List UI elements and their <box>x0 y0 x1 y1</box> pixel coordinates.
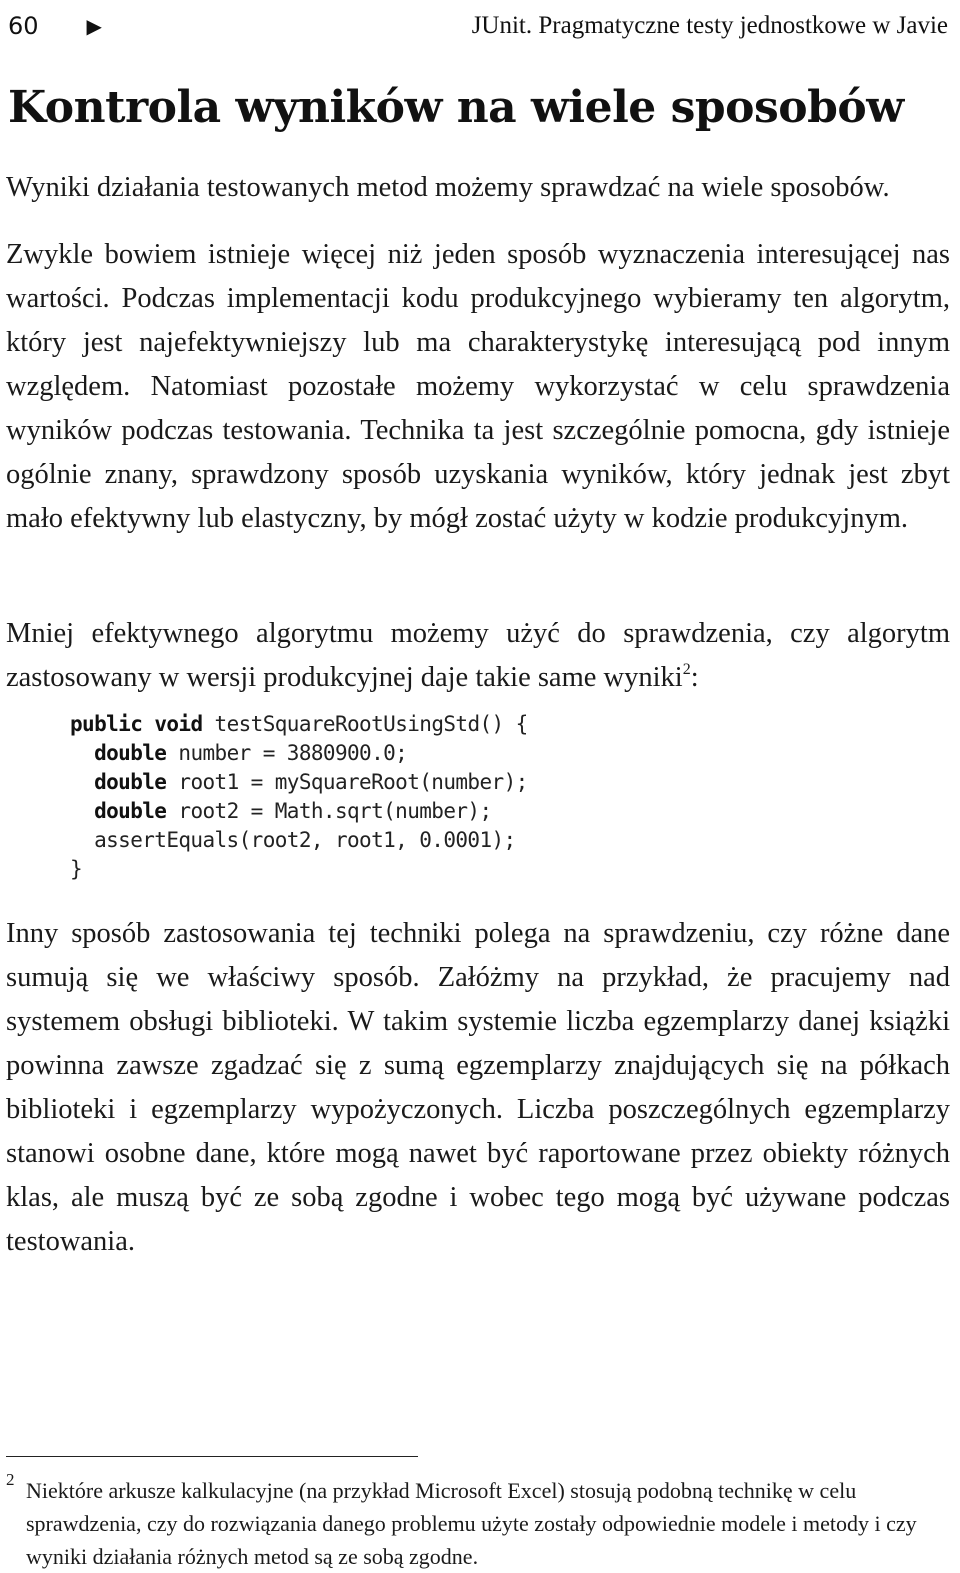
page-number: 60 <box>8 12 39 40</box>
paragraph-library-example: Inny sposób zastosowania tej techniki polega na sprawdzeniu, czy różne dane sumują się we właściwy sposób. Załóżmy na przykład, że pracujemy nad systemem obsługi biblioteki. W takim systemie liczba egzemplarzy danej książki powinna zawsze zgadzać się z sumą egzemplarzy znajdujących się na półkach biblioteki i egzemplarzy wypożyczonych. Liczba poszczególnych egzemplarzy stanowi osobne dane, które mogą nawet być raportowane przez obiekty różnych klas, ale muszą być ze sobą zgodne i wobec tego mogą być używane podczas testowania. <box>6 918 950 1257</box>
paragraph-less-efficient-text: Mniej efektywnego algorytmu możemy użyć do sprawdzenia, czy algorytm zastosowany w wersji produkcyjnej daje takie same wyniki <box>6 618 950 693</box>
paragraph-less-efficient-end: : <box>690 662 699 693</box>
section-heading: Kontrola wyników na wiele sposobów <box>8 82 904 133</box>
code-listing <box>70 710 930 884</box>
triangle-right-icon: ▶ <box>86 14 102 38</box>
footnote-divider <box>6 1456 418 1457</box>
footnote-mark: 2 <box>6 1470 15 1489</box>
footnote-text: Niektóre arkusze kalkulacyjne (na przykład Microsoft Excel) stosują podobną technikę w celu sprawdzenia, czy do rozwiązania danego problemu użyte zostały odpowiednie modele i metody i czy wyniki działania różnych metod są ze sobą zgodne. <box>26 1478 917 1569</box>
code-text: number = 3880900.0; <box>166 741 408 765</box>
code-keyword: double <box>94 770 167 794</box>
code-keyword: double <box>94 799 167 823</box>
code-text: testSquareRootUsingStd() { <box>202 712 528 736</box>
code-keyword: void <box>154 712 203 736</box>
paragraph-algorithms: Zwykle bowiem istnieje więcej niż jeden sposób wyznaczenia interesującej nas wartości. Podczas implementacji kodu produkcyjnego wybieramy ten algorytm, który jest najefektywniejszy lub ma charakterystykę interesującą pod innym względem. Natomiast pozostałe możemy wykorzystać w celu sprawdzenia wyników podczas testowania. Technika ta jest szczególnie pomocna, gdy istnieje ogólnie znany, sprawdzony sposób uzyskania wyników, który jednak jest zbyt mało efektywny lub elastyczny, by mógł zostać użyty w kodzie produkcyjnym. <box>6 239 950 534</box>
page-header <box>8 8 948 44</box>
code-line-5: assertEquals(root2, root1, 0.0001); <box>70 828 516 852</box>
code-line-3 <box>70 768 930 797</box>
code-line-1 <box>70 710 930 739</box>
paragraph-less-efficient <box>6 612 950 700</box>
code-text: root2 = Math.sqrt(number); <box>166 799 492 823</box>
code-keyword: double <box>94 741 167 765</box>
code-keyword: public <box>70 712 143 736</box>
code-line-2 <box>70 739 930 768</box>
code-line-6: } <box>70 857 83 881</box>
running-title: JUnit. Pragmatyczne testy jednostkowe w Javie <box>471 12 948 39</box>
footnote-reference[interactable]: 2 <box>682 661 691 678</box>
code-text: root1 = mySquareRoot(number); <box>166 770 528 794</box>
code-line-4 <box>70 797 930 826</box>
paragraph-intro: Wyniki działania testowanych metod możemy sprawdzać na wiele sposobów. <box>6 172 890 203</box>
